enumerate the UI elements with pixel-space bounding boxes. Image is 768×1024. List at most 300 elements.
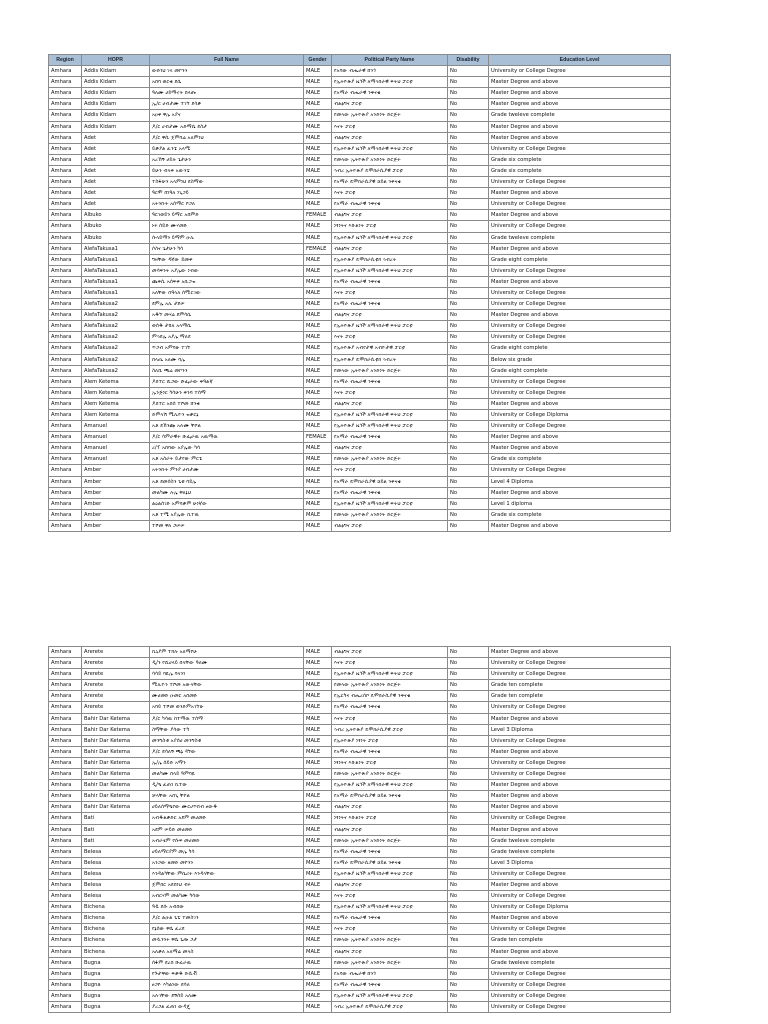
- table-cell: MALE: [304, 913, 332, 924]
- table-cell: ነፃነትና እኩልነት ፓርቲ: [332, 757, 448, 768]
- table-row: [49, 902, 671, 913]
- table-cell: Albuko: [82, 210, 150, 221]
- table-cell: ሀይለማርያም መሌ ካሳ: [150, 846, 304, 857]
- table-cell: MALE: [304, 702, 332, 713]
- table-cell: ብልፅግና ፓርቲ: [332, 210, 448, 221]
- table-cell: No: [448, 691, 489, 702]
- table-row: [49, 299, 671, 310]
- table-cell: ሙሀመድ ዑመር አበመድ: [150, 691, 304, 702]
- table-cell: No: [448, 968, 489, 979]
- table-cell: Alem Ketema: [82, 398, 150, 409]
- table-cell: ብልፅግና ፓርቲ: [332, 802, 448, 813]
- table-cell: MALE: [304, 498, 332, 509]
- table-cell: FEMALE: [304, 210, 332, 221]
- table-cell: MALE: [304, 165, 332, 176]
- table-cell: መንግስቱ አያሰሀ መንግስቱ: [150, 735, 304, 746]
- table-cell: Amhara: [49, 343, 82, 354]
- table-cell: የኢትዮጵያ ዴሞክራሲቲክ ኅብረት: [332, 254, 448, 265]
- table-cell: University or College Degree: [489, 968, 671, 979]
- table-cell: Amhara: [49, 713, 82, 724]
- table-row: [49, 66, 671, 77]
- table-cell: MALE: [304, 509, 332, 520]
- table-row: [49, 824, 671, 835]
- table-cell: MALE: [304, 476, 332, 487]
- table-cell: Grade tweleve complete: [489, 232, 671, 243]
- table-cell: University or College Degree: [489, 177, 671, 188]
- table-cell: Master Degree and above: [489, 520, 671, 531]
- table-cell: No: [448, 243, 489, 254]
- table-cell: ሱላይማን ይማም ዑሊ: [150, 232, 304, 243]
- table-cell: University or College Diploma: [489, 902, 671, 913]
- table-cell: Belesa: [82, 891, 150, 902]
- table-cell: Amhara: [49, 177, 82, 188]
- table-cell: Master Degree and above: [489, 487, 671, 498]
- table-cell: University or College Degree: [489, 658, 671, 669]
- table-cell: የአማራ ብሔራዊ ንቅናቄ: [332, 913, 448, 924]
- table-cell: የኢትዮጵያ ዜጎች ለማኅበራዊ ፍትህ ፓርቲ: [332, 498, 448, 509]
- table-cell: Alem Ketema: [82, 410, 150, 421]
- table-cell: Amhara: [49, 121, 82, 132]
- table-cell: Amber: [82, 476, 150, 487]
- table-cell: Grade eight complete: [489, 365, 671, 376]
- table-cell: ወሰዱ ታከለ አላማሴ: [150, 321, 304, 332]
- table-cell: Grade tweleve complete: [489, 110, 671, 121]
- table-cell: No: [448, 276, 489, 287]
- table-cell: MALE: [304, 465, 332, 476]
- table-cell: No: [448, 746, 489, 757]
- table-cell: AlefaTakusa1: [82, 287, 150, 298]
- table-cell: Master Degree and above: [489, 443, 671, 454]
- table-cell: University or College Degree: [489, 321, 671, 332]
- table-cell: የኢትዮጵያ ዜጎች ለማኅበራዊ ፍትህ ፓርቲ: [332, 902, 448, 913]
- table-cell: MALE: [304, 902, 332, 913]
- table-row: [49, 88, 671, 99]
- table-row: [49, 354, 671, 365]
- table-cell: MALE: [304, 398, 332, 409]
- table-row: [49, 746, 671, 757]
- table-cell: ስማቸው ያሳው ተካ: [150, 724, 304, 735]
- table-cell: Bugna: [82, 957, 150, 968]
- table-cell: Bahir Dar Ketema: [82, 746, 150, 757]
- table-cell: Amhara: [49, 265, 82, 276]
- table-cell: Amhara: [49, 165, 82, 176]
- table-cell: MALE: [304, 846, 332, 857]
- table-cell: Amhara: [49, 487, 82, 498]
- table-cell: No: [448, 343, 489, 354]
- table-cell: Bugna: [82, 1002, 150, 1013]
- table-cell: Amhara: [49, 132, 82, 143]
- table-cell: University or College Degree: [489, 265, 671, 276]
- table-cell: እናት ፓርቲ: [332, 924, 448, 935]
- table-cell: Bahir Dar Ketema: [82, 769, 150, 780]
- table-cell: Master Degree and above: [489, 310, 671, 321]
- table-cell: Grade ten complete: [489, 935, 671, 946]
- table-cell: Amhara: [49, 824, 82, 835]
- table-cell: No: [448, 421, 489, 432]
- table-cell: የኢትዮጵያ ዴሞክራሲቲክ ኅብረት: [332, 354, 448, 365]
- table-cell: No: [448, 387, 489, 398]
- table-cell: Amhara: [49, 77, 82, 88]
- table-cell: Bichena: [82, 902, 150, 913]
- table-cell: No: [448, 465, 489, 476]
- table-cell: Adet: [82, 132, 150, 143]
- table-row: [49, 868, 671, 879]
- table-cell: Amhara: [49, 376, 82, 387]
- table-cell: ኢ/ሌ ሰይድ አማን: [150, 757, 304, 768]
- table-cell: MALE: [304, 310, 332, 321]
- table-cell: No: [448, 121, 489, 132]
- table-row: [49, 143, 671, 154]
- table-row: [49, 121, 671, 132]
- table-cell: AlefaTakusa1: [82, 276, 150, 287]
- table-cell: አደም ሠይድ መሀመድ: [150, 824, 304, 835]
- table-cell: MALE: [304, 110, 332, 121]
- column-header: Education Level: [489, 55, 671, 66]
- table-cell: ዓለሙ ሀይማኖት በላጡ: [150, 88, 304, 99]
- table-cell: MALE: [304, 647, 332, 658]
- table-cell: Bichena: [82, 924, 150, 935]
- table-cell: FEMALE: [304, 243, 332, 254]
- table-cell: MALE: [304, 757, 332, 768]
- table-cell: University or College Degree: [489, 421, 671, 432]
- table-cell: MALE: [304, 1002, 332, 1013]
- table-cell: Grade six complete: [489, 509, 671, 520]
- table-cell: ብልፅግና ፓርቲ: [332, 132, 448, 143]
- table-cell: Grade tweleve complete: [489, 846, 671, 857]
- table-cell: Amhara: [49, 188, 82, 199]
- table-cell: የመላው ኢትዮጵያ አንድነት ድርጅት: [332, 769, 448, 780]
- table-cell: No: [448, 498, 489, 509]
- table-cell: አብርሃም መልካሙ ካሳው: [150, 891, 304, 902]
- table-cell: Arerete: [82, 658, 150, 669]
- table-cell: MALE: [304, 276, 332, 287]
- table-cell: University or College Degree: [489, 979, 671, 990]
- table-cell: አቶ አስራት ይታየው ምርቴ: [150, 454, 304, 465]
- table-cell: የኢትዮጵያ ዜጎች ለማኅበራዊ ፍትህ ፓርቲ: [332, 990, 448, 1001]
- table-cell: ጨቅሲ አሰፍቀ አቢጋዝ: [150, 276, 304, 287]
- table-cell: የአማራ ብሔራዊ ንቅናቄ: [332, 276, 448, 287]
- table-cell: No: [448, 177, 489, 188]
- table-cell: Amhara: [49, 310, 82, 321]
- table-cell: AlefaTakusa2: [82, 365, 150, 376]
- table-cell: Belesa: [82, 879, 150, 890]
- table-cell: Amhara: [49, 780, 82, 791]
- table-row: [49, 243, 671, 254]
- table-cell: እንዳልካቸው ምሴሪት እንዳላቸው: [150, 868, 304, 879]
- table-cell: Amber: [82, 498, 150, 509]
- table-cell: No: [448, 188, 489, 199]
- table-row: [49, 387, 671, 398]
- table-cell: MALE: [304, 802, 332, 813]
- table-cell: ጀምበር አደበነህ ብሩ: [150, 879, 304, 890]
- table-cell: Master Degree and above: [489, 77, 671, 88]
- table-cell: Adet: [82, 188, 150, 199]
- table-cell: MALE: [304, 769, 332, 780]
- column-header: Region: [49, 55, 82, 66]
- table-cell: አባይ ተሾመ ወንድምአገኘሁ: [150, 702, 304, 713]
- table-cell: Master Degree and above: [489, 398, 671, 409]
- table-cell: MALE: [304, 824, 332, 835]
- table-cell: No: [448, 713, 489, 724]
- table-cell: MALE: [304, 421, 332, 432]
- table-cell: Amhara: [49, 891, 82, 902]
- table-cell: MALE: [304, 957, 332, 968]
- table-cell: Amhara: [49, 387, 82, 398]
- table-cell: MALE: [304, 410, 332, 421]
- table-cell: ኢንጅነር ካሳሁን ቅንባ ተሰማ: [150, 387, 304, 398]
- table-cell: No: [448, 658, 489, 669]
- table-cell: No: [448, 724, 489, 735]
- table-cell: Below six grade: [489, 354, 671, 365]
- table-cell: ይቃያል ፈንቴ አላሜ: [150, 143, 304, 154]
- table-cell: Amhara: [49, 509, 82, 520]
- table-cell: Master Degree and above: [489, 210, 671, 221]
- table-cell: Amhara: [49, 143, 82, 154]
- table-cell: MALE: [304, 443, 332, 454]
- table-cell: MALE: [304, 232, 332, 243]
- table-cell: ምኅደሌ አያሌ ማለደ: [150, 332, 304, 343]
- table-cell: Amber: [82, 487, 150, 498]
- table-cell: Master Degree and above: [489, 780, 671, 791]
- table-cell: አዱኘ መሃሬ ደምሳሴ: [150, 310, 304, 321]
- table-cell: AlefaTakusa1: [82, 254, 150, 265]
- table-cell: MALE: [304, 321, 332, 332]
- table-cell: Amhara: [49, 769, 82, 780]
- table-cell: አለቃለ አለማሬ መላስ: [150, 946, 304, 957]
- table-cell: Adet: [82, 199, 150, 210]
- page-break: [0, 546, 768, 642]
- table-cell: Bahir Dar Ketema: [82, 724, 150, 735]
- table-cell: የአባው ብሔራዊ ሸንጎ: [332, 66, 448, 77]
- table-row: [49, 188, 671, 199]
- table-cell: ኅብረ ኢትዮጵያ ዴሞክራሲያዊ ፓርቲ: [332, 165, 448, 176]
- table-cell: No: [448, 232, 489, 243]
- table-cell: Arerete: [82, 702, 150, 713]
- header-row: [49, 55, 671, 66]
- table-cell: ብልፅግና ፓርቲ: [332, 243, 448, 254]
- roster-table-page-2: [48, 646, 670, 1013]
- table-cell: University or College Degree: [489, 387, 671, 398]
- table-cell: አለቸው በዓላለ ሰሚርገው: [150, 287, 304, 298]
- table-cell: የኢትዮጵያ ዜጎች ለማኅበራዊ ፍትህ ፓርቲ: [332, 780, 448, 791]
- table-cell: No: [448, 979, 489, 990]
- table-cell: Belesa: [82, 868, 150, 879]
- table-cell: Amhara: [49, 957, 82, 968]
- table-cell: ረ/ፕ አበባው አያሌው ካሳ: [150, 443, 304, 454]
- table-cell: University or College Degree: [489, 891, 671, 902]
- table-cell: ዶክተር ሺጋው ሹፌራው ቀዓልኛ: [150, 376, 304, 387]
- table-cell: Amhara: [49, 110, 82, 121]
- table-row: [49, 410, 671, 421]
- table-cell: ዓርሞ በነዓለ ነጊጋይ: [150, 188, 304, 199]
- table-row: [49, 757, 671, 768]
- table-row: [49, 802, 671, 813]
- table-cell: Bugna: [82, 979, 150, 990]
- table-cell: የአማራ ብሔራዊ ንቅናቄ: [332, 432, 448, 443]
- table-cell: ቻላቸው አበጊ ቸኮል: [150, 791, 304, 802]
- table-cell: አቶ ደኸንጩ አሉሙ ቸቦል: [150, 421, 304, 432]
- table-row: [49, 343, 671, 354]
- table-row: [49, 110, 671, 121]
- table-cell: የኢትዮጵያ አብየታዊ አብዮታዊ ፓርቲ: [332, 343, 448, 354]
- table-cell: University or College Degree: [489, 299, 671, 310]
- table-cell: Addis Kidam: [82, 66, 150, 77]
- table-row: [49, 658, 671, 669]
- table-cell: የአባው ብሔራዊ ሸንጎ: [332, 968, 448, 979]
- table-row: [49, 735, 671, 746]
- table-cell: Amhara: [49, 802, 82, 813]
- table-cell: Arerete: [82, 647, 150, 658]
- table-cell: ኢ/ር ሀብታሙ ተገኘ ደሳቃ: [150, 99, 304, 110]
- table-cell: Amhara: [49, 968, 82, 979]
- table-cell: Master Degree and above: [489, 121, 671, 132]
- table-cell: Amhara: [49, 946, 82, 957]
- table-cell: No: [448, 1002, 489, 1013]
- table-cell: Master Degree and above: [489, 243, 671, 254]
- table-cell: No: [448, 432, 489, 443]
- table-cell: ነፃነትና እኩልነት ፓርቲ: [332, 221, 448, 232]
- table-cell: MALE: [304, 924, 332, 935]
- table-cell: Bahir Dar Ketema: [82, 735, 150, 746]
- table-cell: MALE: [304, 746, 332, 757]
- table-cell: University or College Degree: [489, 757, 671, 768]
- table-body: [49, 647, 671, 1013]
- table-cell: አረኸኝ ሀይሉ ጌታሁን: [150, 154, 304, 165]
- table-cell: No: [448, 332, 489, 343]
- table-row: [49, 432, 671, 443]
- table-cell: Bichena: [82, 913, 150, 924]
- table-cell: መልካሙ በላይ ዓምባዬ: [150, 769, 304, 780]
- table-cell: Amhara: [49, 454, 82, 465]
- table-row: [49, 857, 671, 868]
- table-cell: የአማራ ዴሞክራሲያዊ ኃይል ንቅናቄ: [332, 791, 448, 802]
- table-cell: Bati: [82, 824, 150, 835]
- table-row: [49, 465, 671, 476]
- table-cell: የኢትዮጵያ ዜጎች ለማኅበራዊ ፍትህ ፓርቲ: [332, 232, 448, 243]
- table-cell: Amhara: [49, 846, 82, 857]
- table-cell: አቶ ደመሰስን ጌቱ ባይሌ: [150, 476, 304, 487]
- table-cell: MALE: [304, 680, 332, 691]
- table-cell: Amhara: [49, 243, 82, 254]
- table-cell: ሰፋም ደረበ ሹፈራዉ: [150, 957, 304, 968]
- table-cell: No: [448, 88, 489, 99]
- table-cell: Amber: [82, 465, 150, 476]
- table-cell: Arerete: [82, 669, 150, 680]
- table-cell: No: [448, 354, 489, 365]
- table-cell: ብልፅግና ፓርቲ: [332, 443, 448, 454]
- table-cell: No: [448, 835, 489, 846]
- table-row: [49, 221, 671, 232]
- table-cell: No: [448, 77, 489, 88]
- table-cell: የመላው ኢትዮጵያ አንድነት ድርጅት: [332, 680, 448, 691]
- candidate-table: [48, 54, 671, 532]
- table-cell: Grade tweleve complete: [489, 957, 671, 968]
- table-cell: No: [448, 454, 489, 465]
- table-cell: No: [448, 824, 489, 835]
- table-cell: Bugna: [82, 990, 150, 1001]
- table-cell: አዐቀ ዋሌ አያና: [150, 110, 304, 121]
- table-cell: MALE: [304, 376, 332, 387]
- table-cell: No: [448, 769, 489, 780]
- table-cell: Amber: [82, 509, 150, 520]
- table-cell: Grade six complete: [489, 165, 671, 176]
- table-cell: ጥጋብ አምባሁ ተገኘ: [150, 343, 304, 354]
- table-cell: የመላው ኢትዮጵያ አንድነት ድርጅት: [332, 454, 448, 465]
- table-cell: MALE: [304, 735, 332, 746]
- table-cell: እናት ፓርቲ: [332, 121, 448, 132]
- table-cell: Amhara: [49, 66, 82, 77]
- table-row: [49, 509, 671, 520]
- table-cell: Amhara: [49, 857, 82, 868]
- table-cell: Bahir Dar Ketema: [82, 802, 150, 813]
- table-cell: Amhara: [49, 691, 82, 702]
- table-cell: Adet: [82, 165, 150, 176]
- table-cell: ብልፅግና ፓርቲ: [332, 99, 448, 110]
- table-cell: Amhara: [49, 979, 82, 990]
- table-cell: No: [448, 265, 489, 276]
- table-cell: Amber: [82, 520, 150, 531]
- table-cell: Grade ten complete: [489, 691, 671, 702]
- table-cell: Amhara: [49, 221, 82, 232]
- table-row: [49, 165, 671, 176]
- table-cell: MALE: [304, 121, 332, 132]
- table-cell: MALE: [304, 935, 332, 946]
- table-cell: Adet: [82, 177, 150, 188]
- table-cell: Amhara: [49, 421, 82, 432]
- table-cell: Amhara: [49, 902, 82, 913]
- table-cell: ደምሌ አሊ ታደሠ: [150, 299, 304, 310]
- table-row: [49, 454, 671, 465]
- table-row: [49, 265, 671, 276]
- table-cell: መልካሙ ሉሌ ዋለኔህ: [150, 487, 304, 498]
- table-cell: MALE: [304, 868, 332, 879]
- table-cell: ብልፅግና ፓርቲ: [332, 824, 448, 835]
- table-cell: የመላው ኢትዮጵያ አንድነት ድርጅት: [332, 935, 448, 946]
- table-cell: Amhara: [49, 791, 82, 802]
- table-cell: የመላው ኢትዮጵያ አንድነት ድርጅት: [332, 154, 448, 165]
- table-cell: Master Degree and above: [489, 99, 671, 110]
- column-header: Full Name: [150, 55, 304, 66]
- table-cell: MALE: [304, 66, 332, 77]
- table-cell: ነፃነትና እኩልነት ፓርቲ: [332, 813, 448, 824]
- table-row: [49, 968, 671, 979]
- table-cell: የአማራ ብሔራዊ ንቅናቄ: [332, 487, 448, 498]
- table-cell: No: [448, 99, 489, 110]
- table-cell: MALE: [304, 221, 332, 232]
- table-cell: እናት ፓርቲ: [332, 713, 448, 724]
- table-cell: AlefaTakusa2: [82, 354, 150, 365]
- table-row: [49, 376, 671, 387]
- table-cell: የመላው ኢትዮጵያ አንድነት ድርጅት: [332, 509, 448, 520]
- table-cell: MALE: [304, 487, 332, 498]
- table-cell: No: [448, 957, 489, 968]
- table-row: [49, 946, 671, 957]
- table-cell: AlefaTakusa1: [82, 265, 150, 276]
- table-cell: MALE: [304, 177, 332, 188]
- table-cell: ብልፅግና ፓርቲ: [332, 520, 448, 531]
- table-cell: MALE: [304, 454, 332, 465]
- table-cell: No: [448, 143, 489, 154]
- table-cell: Amhara: [49, 476, 82, 487]
- table-cell: ዓርገወይን ይማር አበምድ: [150, 210, 304, 221]
- table-cell: Amhara: [49, 879, 82, 890]
- table-cell: MALE: [304, 658, 332, 669]
- table-cell: University or College Degree: [489, 990, 671, 1001]
- table-row: [49, 713, 671, 724]
- table-cell: የአማራ ዴሞክራሲያዊ ኃይል ንቅናቄ: [332, 177, 448, 188]
- table-cell: Amhara: [49, 332, 82, 343]
- table-row: [49, 879, 671, 890]
